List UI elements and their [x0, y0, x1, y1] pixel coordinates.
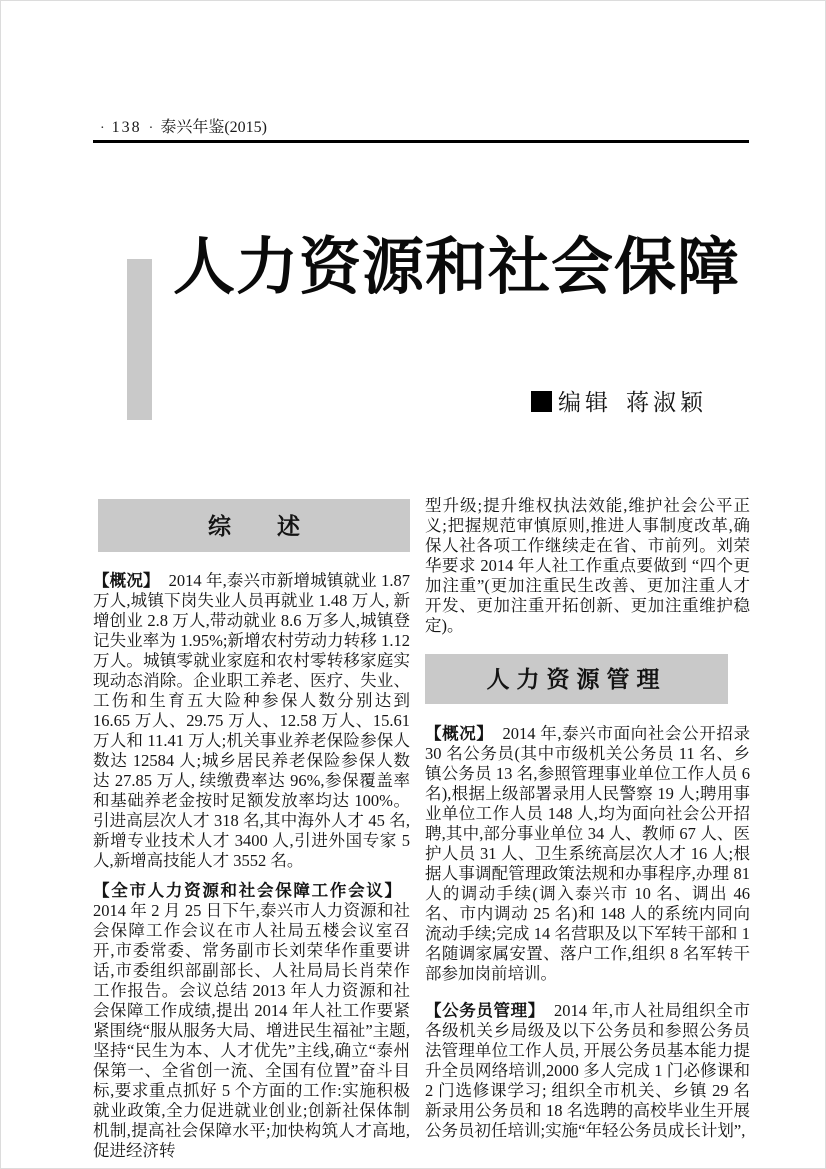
chapter-title: 人力资源和社会保障: [173, 234, 741, 302]
entry-heading-civil-servant-management: 【公务员管理】: [425, 1002, 545, 1020]
running-header: [93, 114, 267, 137]
entry-heading-hr-overview: 【概况】: [425, 725, 494, 743]
title-side-bar: [127, 259, 152, 420]
entry-heading-work-meeting: 【全市人力资源和社会保障工作会议】: [93, 882, 401, 900]
paragraph-hr-overview: [425, 724, 750, 984]
section-header-hr-management: 人力资源管理: [425, 654, 728, 704]
page-number: 138: [111, 119, 142, 136]
entry-body-continuation: 型升级;提升维权执法效能,维护社会公平正义;把握规范审慎原则,推进人事制度改革,确保人社各项工作继续走在省、市前列。刘荣华要求 2014 年人社工作重点要做到 “四个更加注重”(更加注重民生改善、更加注重人才开发、更加注重开拓创新、更加注重维护稳定)。: [425, 496, 750, 635]
entry-heading-overview: 【概况】: [93, 572, 160, 590]
right-column: [425, 496, 750, 1141]
paragraph-overview: [93, 571, 410, 871]
left-column: [93, 499, 410, 1161]
entry-body-civil-servant-management: 2014 年,市人社局组织全市各级机关乡局级及以下公务员和参照公务员法管理单位工作人员, 开展公务员基本能力提升全员网络培训,2000 多人完成 1 门必修课和 2 门选修课学习; 组织全市机关、乡镇 29 名新录用公务员和 18 名选聘的高校毕业生开展公务员初任培训;实施“年轻公务员成长计划”,: [425, 1001, 751, 1140]
paragraph-civil-servant-management: [425, 1001, 750, 1141]
editor-marker-icon: [531, 391, 552, 412]
entry-body-overview: 2014 年,泰兴市新增城镇就业 1.87 万人,城镇下岗失业人员再就业 1.48 万人, 新增创业 2.8 万人,带动就业 8.6 万多人,城镇登记失业率为 1.95%;新增农村劳动力转移 1.12 万人。城镇零就业家庭和农村零转移家庭实现动态消除。企业职工养老、医疗、失业、工伤和生育五大险种参保人数分别达到 16.65 万人、29.75 万人、12.58 万人、15.61 万人和 11.41 万人;机关事业养老保险参保人数达 12584 人;城乡居民养老保险参保人数达 27.85 万人, 续缴费率达 96%,参保覆盖率和基础养老金按时足额发放率均达 100%。引进高层次人才 318 名,其中海外人才 45 名,新增专业技术人才 3400 人,引进外国专家 5 人,新增高技能人才 3552 名。: [93, 571, 411, 870]
header-dot-left: ·: [100, 121, 105, 136]
paragraph-work-meeting: [93, 881, 410, 1161]
header-dot-right: ·: [148, 121, 154, 136]
editor-name: 蒋淑颖: [626, 390, 707, 415]
editor-label: 编辑: [558, 390, 612, 415]
entry-body-hr-overview: 2014 年,泰兴市面向社会公开招录 30 名公务员(其中市级机关公务员 11 名、乡镇公务员 13 名,参照管理事业单位工作人员 6 名),根据上级部署录用人民警察 19 人;聘用事业单位工作人员 148 人,均为面向社会公开招聘,其中,部分事业单位 34 人、教师 67 人、医护人员 31 人、卫生系统高层次人才 16 人;根据人事调配管理政策法规和办事程序,办理 81 人的调动手续(调入泰兴市 10 名、调出 46 名、市内调动 25 名)和 148 人的系统内同向流动手续;完成 14 名营职及以下军转干部和 1 名随调家属安置、落户工作,组织 8 名军转干部参加岗前培训。: [425, 724, 751, 983]
entry-body-work-meeting: 2014 年 2 月 25 日下午,泰兴市人力资源和社会保障工作会议在市人社局五楼会议室召开,市委常委、常务副市长刘荣华作重要讲话,市委组织部副部长、人社局局长肖荣作工作报告。会议总结 2013 年人力资源和社会保障工作成绩,提出 2014 年人社工作要紧紧围绕“服从服务大局、增进民生福祉”主题,坚持“民生为本、人才优先”主线,确立“泰州保第一、全省创一流、全国有位置”奋斗目标,要求重点抓好 5 个方面的工作:实施积极就业政策,全力促进就业创业;创新社保体制机制,提高社会保障水平;加快构筑人才高地,促进经济转: [93, 901, 410, 1160]
header-rule: [93, 140, 749, 143]
paragraph-continuation: [425, 496, 750, 636]
section-header-overview: 综 述: [98, 499, 410, 552]
editor-credit: [531, 384, 707, 417]
book-title: 泰兴年鉴(2015): [160, 119, 268, 136]
